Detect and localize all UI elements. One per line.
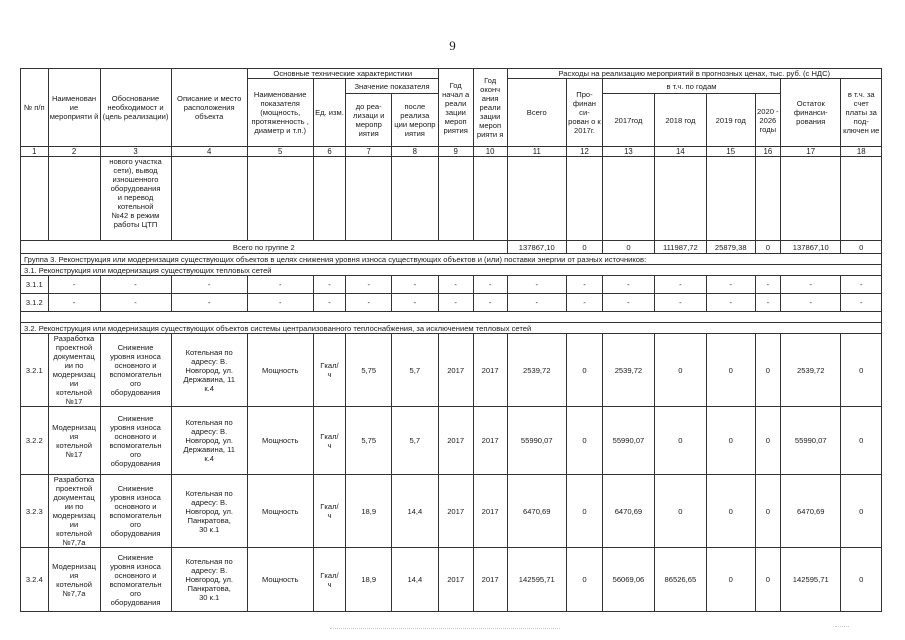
item-remaining: 6470,69 — [781, 475, 841, 548]
column-number: 18 — [841, 147, 882, 157]
row-number: 3.2.2 — [21, 407, 49, 475]
dash-cell: - — [392, 276, 439, 294]
item-2017: 6470,69 — [602, 475, 654, 548]
item-2020-2026: 0 — [755, 475, 780, 548]
investment-plan-table — [20, 68, 882, 612]
column-number: 9 — [438, 147, 473, 157]
dash-cell: - — [706, 294, 755, 312]
item-fee: 0 — [841, 334, 882, 407]
item-financed: 0 — [566, 475, 602, 548]
group2-2017: 0 — [602, 241, 654, 254]
table-row — [21, 475, 882, 548]
column-number: 11 — [507, 147, 566, 157]
item-financed: 0 — [566, 407, 602, 475]
dash-cell: - — [313, 276, 346, 294]
item-name: Модернизац ия котельной №17 — [48, 407, 100, 475]
item-reason: Снижение уровня износа основного и вспомогательн ого оборудования — [100, 548, 171, 612]
col-unit: Ед. изм. — [313, 79, 346, 147]
item-value-before: 5,75 — [346, 334, 392, 407]
item-value-after: 14,4 — [392, 475, 439, 548]
item-location: Котельная по адресу: В. Новгород, ул. Панкратова, 30 к.1 — [171, 475, 247, 548]
item-2018: 86526,65 — [654, 548, 706, 612]
col-reason: Обоснование необходимост и (цель реализации) — [100, 69, 171, 147]
col-2018: 2018 год — [654, 94, 706, 147]
item-2017: 55990,07 — [602, 407, 654, 475]
item-unit: Гкал/ ч — [313, 334, 346, 407]
section-32-row — [21, 323, 882, 334]
dash-cell: - — [100, 276, 171, 294]
item-year-end: 2017 — [473, 334, 507, 407]
column-number: 4 — [171, 147, 247, 157]
dash-cell: - — [755, 276, 780, 294]
group2-2019: 25879,38 — [706, 241, 755, 254]
item-remaining: 142595,71 — [781, 548, 841, 612]
row-number: 3.2.3 — [21, 475, 49, 548]
item-value-after: 5,7 — [392, 334, 439, 407]
dash-cell: - — [313, 294, 346, 312]
dash-cell: - — [602, 294, 654, 312]
section-32-body — [21, 312, 882, 334]
item-fee: 0 — [841, 407, 882, 475]
item-year-start: 2017 — [438, 548, 473, 612]
scan-artifact-mark — [835, 626, 849, 631]
dash-cell: - — [654, 294, 706, 312]
item-financed: 0 — [566, 334, 602, 407]
col-no: № п/п — [21, 69, 49, 147]
group2-total-row — [21, 241, 882, 254]
item-2020-2026: 0 — [755, 407, 780, 475]
dash-cell: - — [473, 294, 507, 312]
item-remaining: 2539,72 — [781, 334, 841, 407]
item-unit: Гкал/ ч — [313, 475, 346, 548]
row-number: 3.1.1 — [21, 276, 49, 294]
item-year-start: 2017 — [438, 334, 473, 407]
column-number: 2 — [48, 147, 100, 157]
dash-cell: - — [566, 276, 602, 294]
column-number: 1 — [21, 147, 49, 157]
item-year-start: 2017 — [438, 407, 473, 475]
item-value-before: 18,9 — [346, 548, 392, 612]
group3-title: Группа 3. Реконструкция или модернизация существующих объектов в целях снижения уровня износа существующих объектов и (или) поставки энергии от разных источников: — [21, 254, 882, 265]
table-row — [21, 276, 882, 294]
col-year-end: Год оконч ания реали зации мероп рияти я — [473, 69, 507, 147]
item-2018: 0 — [654, 475, 706, 548]
table-body — [21, 157, 882, 276]
col-financed: Про- финан си- рован о к 2017г. — [566, 79, 602, 147]
item-value-before: 5,75 — [346, 407, 392, 475]
page-number: 9 — [449, 38, 456, 53]
item-value-after: 5,7 — [392, 407, 439, 475]
item-unit: Гкал/ ч — [313, 407, 346, 475]
item-param: Мощность — [247, 475, 313, 548]
blank-row — [21, 312, 882, 323]
item-value-before: 18,9 — [346, 475, 392, 548]
col-remaining: Остаток финанси- рования — [781, 79, 841, 147]
col-name: Наименован ие мероприяти й — [48, 69, 100, 147]
col-total: Всего — [507, 79, 566, 147]
col-year-start: Год начал а реали зации мероп риятия — [438, 69, 473, 147]
item-total: 2539,72 — [507, 334, 566, 407]
group2-total-label: Всего по группе 2 — [21, 241, 508, 254]
item-year-end: 2017 — [473, 475, 507, 548]
item-fee: 0 — [841, 548, 882, 612]
item-total: 55990,07 — [507, 407, 566, 475]
column-number: 17 — [781, 147, 841, 157]
dash-cell: - — [438, 294, 473, 312]
table-row — [21, 334, 882, 407]
item-financed: 0 — [566, 548, 602, 612]
col-tech-group: Основные технические характеристики — [247, 69, 438, 79]
group3-title-row — [21, 254, 882, 265]
col-expenses-group: Расходы на реализацию мероприятий в прогнозных ценах, тыс. руб. (с НДС) — [507, 69, 881, 79]
col-value-after: после реализа ции меропр иятия — [392, 94, 439, 147]
col-value-before: до реа- лизаци и меропр иятия — [346, 94, 392, 147]
section-31-row — [21, 265, 882, 276]
dash-cell: - — [48, 276, 100, 294]
item-param: Мощность — [247, 548, 313, 612]
item-remaining: 55990,07 — [781, 407, 841, 475]
column-number: 6 — [313, 147, 346, 157]
dash-cell: - — [706, 276, 755, 294]
column-number: 10 — [473, 147, 507, 157]
item-reason: Снижение уровня износа основного и вспомогательн ого оборудования — [100, 407, 171, 475]
col-param-name: Наименование показателя (мощность, протяженность , диаметр и т.п.) — [247, 79, 313, 147]
item-2018: 0 — [654, 334, 706, 407]
item-name: Разработка проектной документац ии по модернизац ии котельной №17 — [48, 334, 100, 407]
dash-cell: - — [346, 294, 392, 312]
item-rows — [21, 334, 882, 612]
dash-cell: - — [171, 294, 247, 312]
item-year-end: 2017 — [473, 407, 507, 475]
dash-cell: - — [841, 294, 882, 312]
item-value-after: 14,4 — [392, 548, 439, 612]
dash-cell: - — [507, 294, 566, 312]
col-2019: 2019 год — [706, 94, 755, 147]
column-number: 8 — [392, 147, 439, 157]
group2-2020: 0 — [755, 241, 780, 254]
item-unit: Гкал/ ч — [313, 548, 346, 612]
item-year-end: 2017 — [473, 548, 507, 612]
dash-cell: - — [781, 294, 841, 312]
row-number: 3.2.4 — [21, 548, 49, 612]
table-row — [21, 548, 882, 612]
dash-rows — [21, 276, 882, 312]
dash-cell: - — [755, 294, 780, 312]
column-number: 7 — [346, 147, 392, 157]
item-name: Разработка проектной документац ии по модернизац ии котельной №7,7а — [48, 475, 100, 548]
dash-cell: - — [654, 276, 706, 294]
column-number: 13 — [602, 147, 654, 157]
item-location: Котельная по адресу: В. Новгород, ул. Державина, 11 к.4 — [171, 407, 247, 475]
item-total: 6470,69 — [507, 475, 566, 548]
dash-cell: - — [566, 294, 602, 312]
group2-2018: 111987,72 — [654, 241, 706, 254]
section-32-title: 3.2. Реконструкция или модернизация существующих объектов системы централизованного теплоснабжения, за исключением тепловых сетей — [21, 323, 882, 334]
col-location: Описание и место расположения объекта — [171, 69, 247, 147]
dash-cell: - — [438, 276, 473, 294]
item-2019: 0 — [706, 475, 755, 548]
item-param: Мощность — [247, 334, 313, 407]
column-number: 3 — [100, 147, 171, 157]
column-number-row — [21, 147, 882, 157]
row-number: 3.1.2 — [21, 294, 49, 312]
column-number: 12 — [566, 147, 602, 157]
dash-cell: - — [841, 276, 882, 294]
item-2020-2026: 0 — [755, 548, 780, 612]
dash-cell: - — [100, 294, 171, 312]
item-2019: 0 — [706, 407, 755, 475]
dash-cell: - — [602, 276, 654, 294]
group2-total: 137867,10 — [507, 241, 566, 254]
dash-cell: - — [346, 276, 392, 294]
dash-cell: - — [48, 294, 100, 312]
dash-cell: - — [781, 276, 841, 294]
section-31-title: 3.1. Реконструкция или модернизация существующих тепловых сетей — [21, 265, 882, 276]
dash-cell: - — [171, 276, 247, 294]
item-total: 142595,71 — [507, 548, 566, 612]
item-location: Котельная по адресу: В. Новгород, ул. Державина, 11 к.4 — [171, 334, 247, 407]
scan-artifact-line — [330, 628, 560, 632]
item-2019: 0 — [706, 334, 755, 407]
table-row-continued — [21, 157, 882, 241]
item-2020-2026: 0 — [755, 334, 780, 407]
col-incl-fee: в т.ч. за счет платы за под- ключен ие — [841, 79, 882, 147]
dash-cell: - — [507, 276, 566, 294]
item-param: Мощность — [247, 407, 313, 475]
table-row — [21, 407, 882, 475]
item-year-start: 2017 — [438, 475, 473, 548]
column-number: 16 — [755, 147, 780, 157]
table-row — [21, 294, 882, 312]
dash-cell: - — [247, 276, 313, 294]
col-value-group: Значение показателя — [346, 79, 438, 94]
item-reason: Снижение уровня износа основного и вспомогательн ого оборудования — [100, 334, 171, 407]
item-2018: 0 — [654, 407, 706, 475]
item-fee: 0 — [841, 475, 882, 548]
column-number: 5 — [247, 147, 313, 157]
dash-cell: - — [392, 294, 439, 312]
column-number: 15 — [706, 147, 755, 157]
item-2017: 2539,72 — [602, 334, 654, 407]
row-number: 3.2.1 — [21, 334, 49, 407]
col-2017: 2017год — [602, 94, 654, 147]
dash-cell: - — [247, 294, 313, 312]
col-2020-2026: 2020 - 2026 годы — [755, 94, 780, 147]
col-by-years: в т.ч. по годам — [602, 79, 780, 94]
table-header — [21, 69, 882, 157]
item-reason: Снижение уровня износа основного и вспомогательн ого оборудования — [100, 475, 171, 548]
column-number: 14 — [654, 147, 706, 157]
item-name: Модернизац ия котельной №7,7а — [48, 548, 100, 612]
dash-cell: - — [473, 276, 507, 294]
item-2019: 0 — [706, 548, 755, 612]
item-location: Котельная по адресу: В. Новгород, ул. Панкратова, 30 к.1 — [171, 548, 247, 612]
group2-financed: 0 — [566, 241, 602, 254]
group2-remaining: 137867,10 — [781, 241, 841, 254]
group2-fee: 0 — [841, 241, 882, 254]
item-2017: 56069,06 — [602, 548, 654, 612]
continued-reason: нового участка сети), вывод изношенного оборудования и перевод котельной №42 в режим работы ЦТП — [100, 157, 171, 241]
